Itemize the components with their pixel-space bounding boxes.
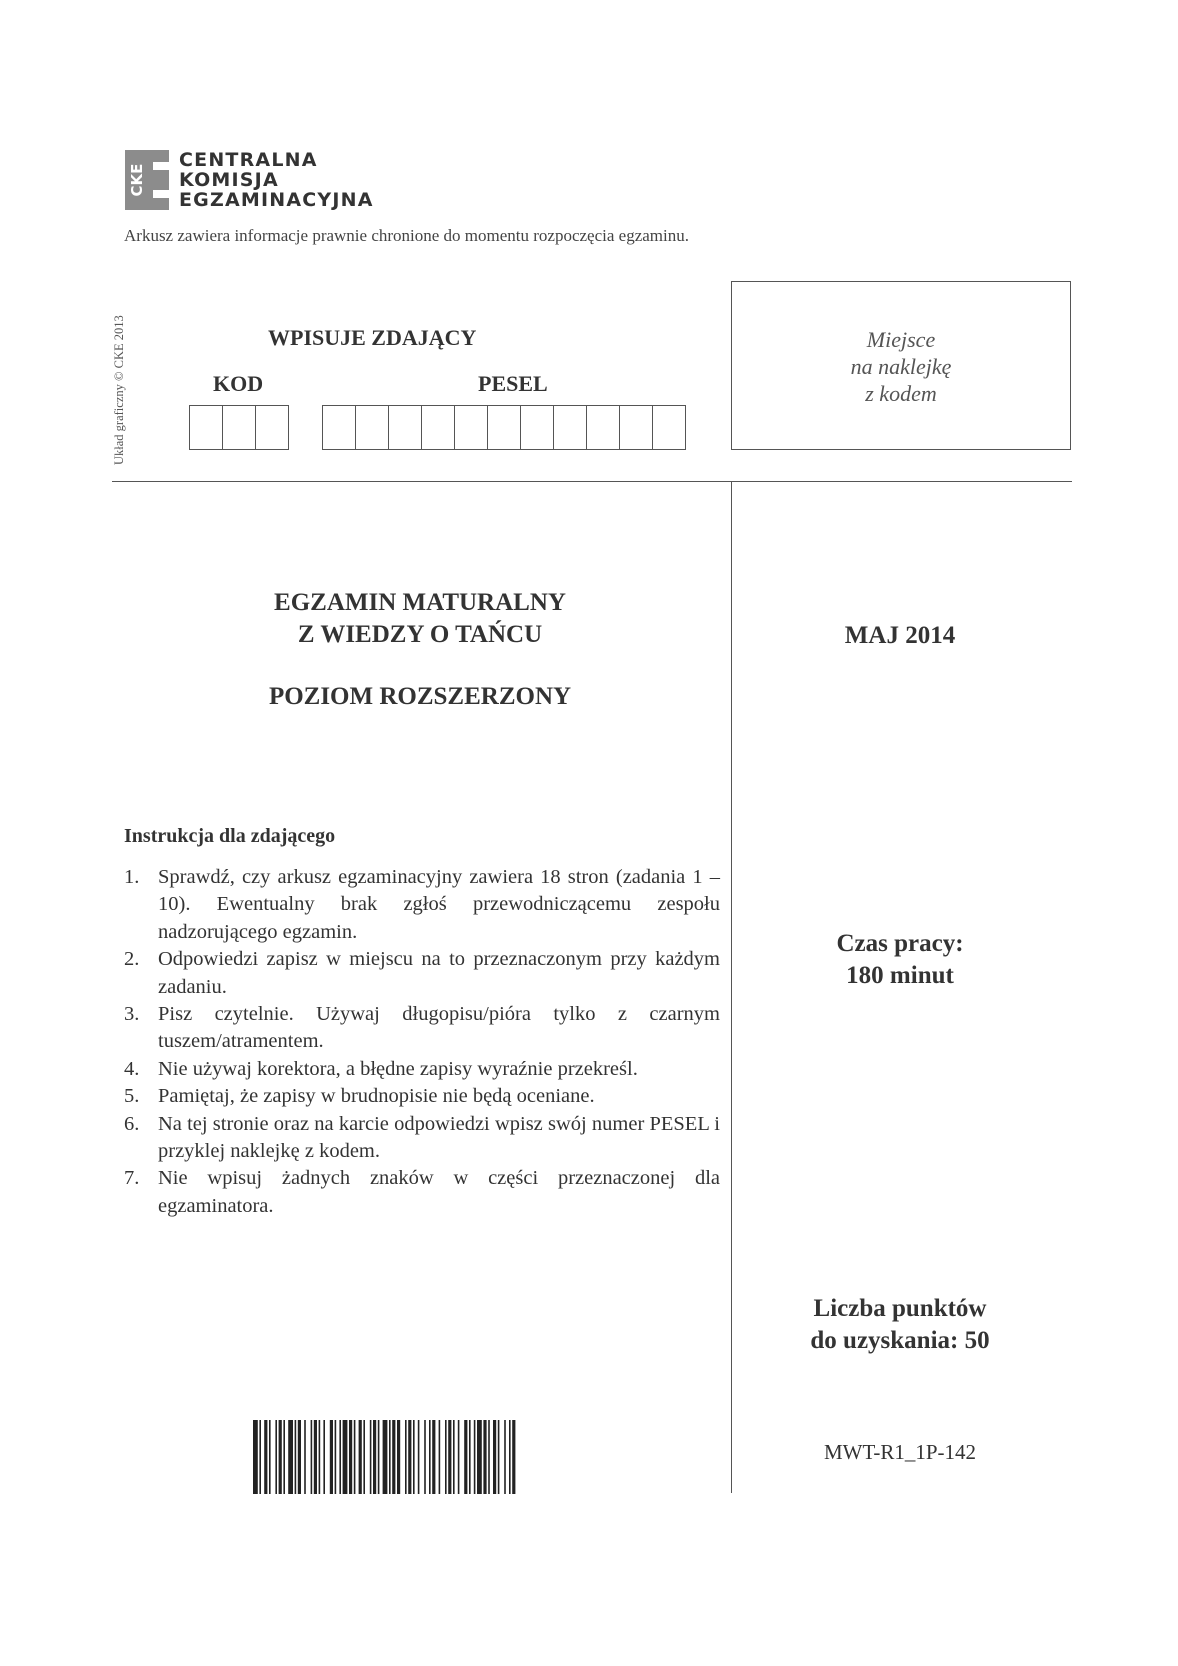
max-points-line: Liczba punktów	[813, 1295, 987, 1322]
kod-boxes	[190, 405, 289, 450]
exam-title-line: EGZAMIN MATURALNY	[274, 589, 566, 616]
instruction-item	[124, 1056, 720, 1083]
pesel-digit-box[interactable]	[652, 405, 686, 450]
work-time-line: 180 minut	[846, 962, 954, 989]
student-fields-heading: WPISUJE ZDAJĄCY	[268, 325, 477, 350]
instruction-number: 4.	[124, 1057, 140, 1080]
pesel-digit-box[interactable]	[487, 405, 521, 450]
instructions-heading: Instrukcja dla zdającego	[124, 825, 336, 847]
pesel-digit-box[interactable]	[520, 405, 554, 450]
instruction-text: Odpowiedzi zapisz w miejscu na to przeznaczonym przy każdym zadaniu.	[158, 948, 720, 998]
instruction-item	[124, 1001, 720, 1056]
instruction-item	[124, 1111, 720, 1166]
pesel-digit-box[interactable]	[619, 405, 653, 450]
instruction-item	[124, 1083, 720, 1110]
pesel-digit-box[interactable]	[421, 405, 455, 450]
logo-line: CENTRALNA	[179, 149, 318, 171]
sticker-area	[731, 281, 1071, 450]
instruction-number: 7.	[124, 1167, 140, 1190]
instruction-text: Sprawdź, czy arkusz egzaminacyjny zawiera 18 stron (zadania 1 – 10). Ewentualny brak zgłoś przewodniczącemu zespołu nadzorującego egzamin.	[158, 866, 720, 943]
instruction-number: 6.	[124, 1112, 140, 1135]
pesel-digit-box[interactable]	[322, 405, 356, 450]
sticker-line: na naklejkę	[850, 354, 952, 379]
exam-title-line: Z WIEDZY O TAŃCU	[297, 621, 543, 648]
instruction-text: Nie wpisuj żadnych znaków w części przeznaczonej dla egzaminatora.	[158, 1167, 720, 1217]
graphic-credit: Układ graficzny © CKE 2013	[112, 315, 126, 465]
cke-logo-mark-icon	[125, 150, 169, 210]
exam-level: POZIOM ROZSZERZONY	[268, 683, 572, 710]
cke-logo	[125, 150, 425, 212]
exam-session: MAJ 2014	[844, 622, 956, 649]
barcode-icon	[253, 1420, 594, 1494]
instruction-number: 2.	[124, 948, 140, 971]
instruction-item	[124, 946, 720, 1001]
logo-wordmark	[179, 150, 374, 210]
logo-mark-text: CKE	[128, 163, 146, 197]
instruction-number: 3.	[124, 1003, 140, 1026]
pesel-digit-box[interactable]	[388, 405, 422, 450]
kod-digit-box[interactable]	[222, 405, 256, 450]
instruction-number: 5.	[124, 1085, 140, 1108]
pesel-digit-box[interactable]	[553, 405, 587, 450]
instruction-text: Pamiętaj, że zapisy w brudnopisie nie będą oceniane.	[158, 1085, 595, 1108]
sticker-line: Miejsce	[866, 327, 936, 352]
instruction-number: 1.	[124, 866, 140, 888]
legal-notice: Arkusz zawiera informacje prawnie chronione do momentu rozpoczęcia egzaminu.	[124, 226, 690, 245]
pesel-label: PESEL	[478, 371, 548, 396]
logo-line: KOMISJA	[179, 169, 279, 191]
kod-digit-box[interactable]	[189, 405, 223, 450]
instruction-text: Pisz czytelnie. Używaj długopisu/pióra tylko z czarnym tuszem/atramentem.	[158, 1003, 720, 1053]
vertical-divider	[731, 481, 732, 1493]
kod-label: KOD	[213, 371, 264, 396]
pesel-digit-box[interactable]	[586, 405, 620, 450]
kod-digit-box[interactable]	[255, 405, 289, 450]
pesel-digit-box[interactable]	[454, 405, 488, 450]
pesel-digit-box[interactable]	[355, 405, 389, 450]
instruction-item	[124, 864, 720, 946]
work-time	[760, 928, 1040, 992]
pesel-boxes	[323, 405, 686, 450]
exam-code: MWT-R1_1P-142	[823, 1440, 977, 1464]
instruction-item	[124, 1165, 720, 1220]
work-time-line: Czas pracy:	[836, 930, 964, 957]
sticker-line: z kodem	[865, 381, 937, 406]
instructions-list	[124, 864, 720, 1220]
horizontal-divider	[112, 481, 1072, 482]
max-points	[760, 1293, 1040, 1357]
exam-title	[160, 587, 680, 651]
instruction-text: Na tej stronie oraz na karcie odpowiedzi wpisz swój numer PESEL i przyklej naklejkę z kodem.	[158, 1112, 720, 1163]
instruction-text: Nie używaj korektora, a błędne zapisy wyraźnie przekreśl.	[158, 1057, 638, 1080]
max-points-line: do uzyskania: 50	[810, 1327, 990, 1354]
logo-line: EGZAMINACYJNA	[179, 189, 374, 211]
